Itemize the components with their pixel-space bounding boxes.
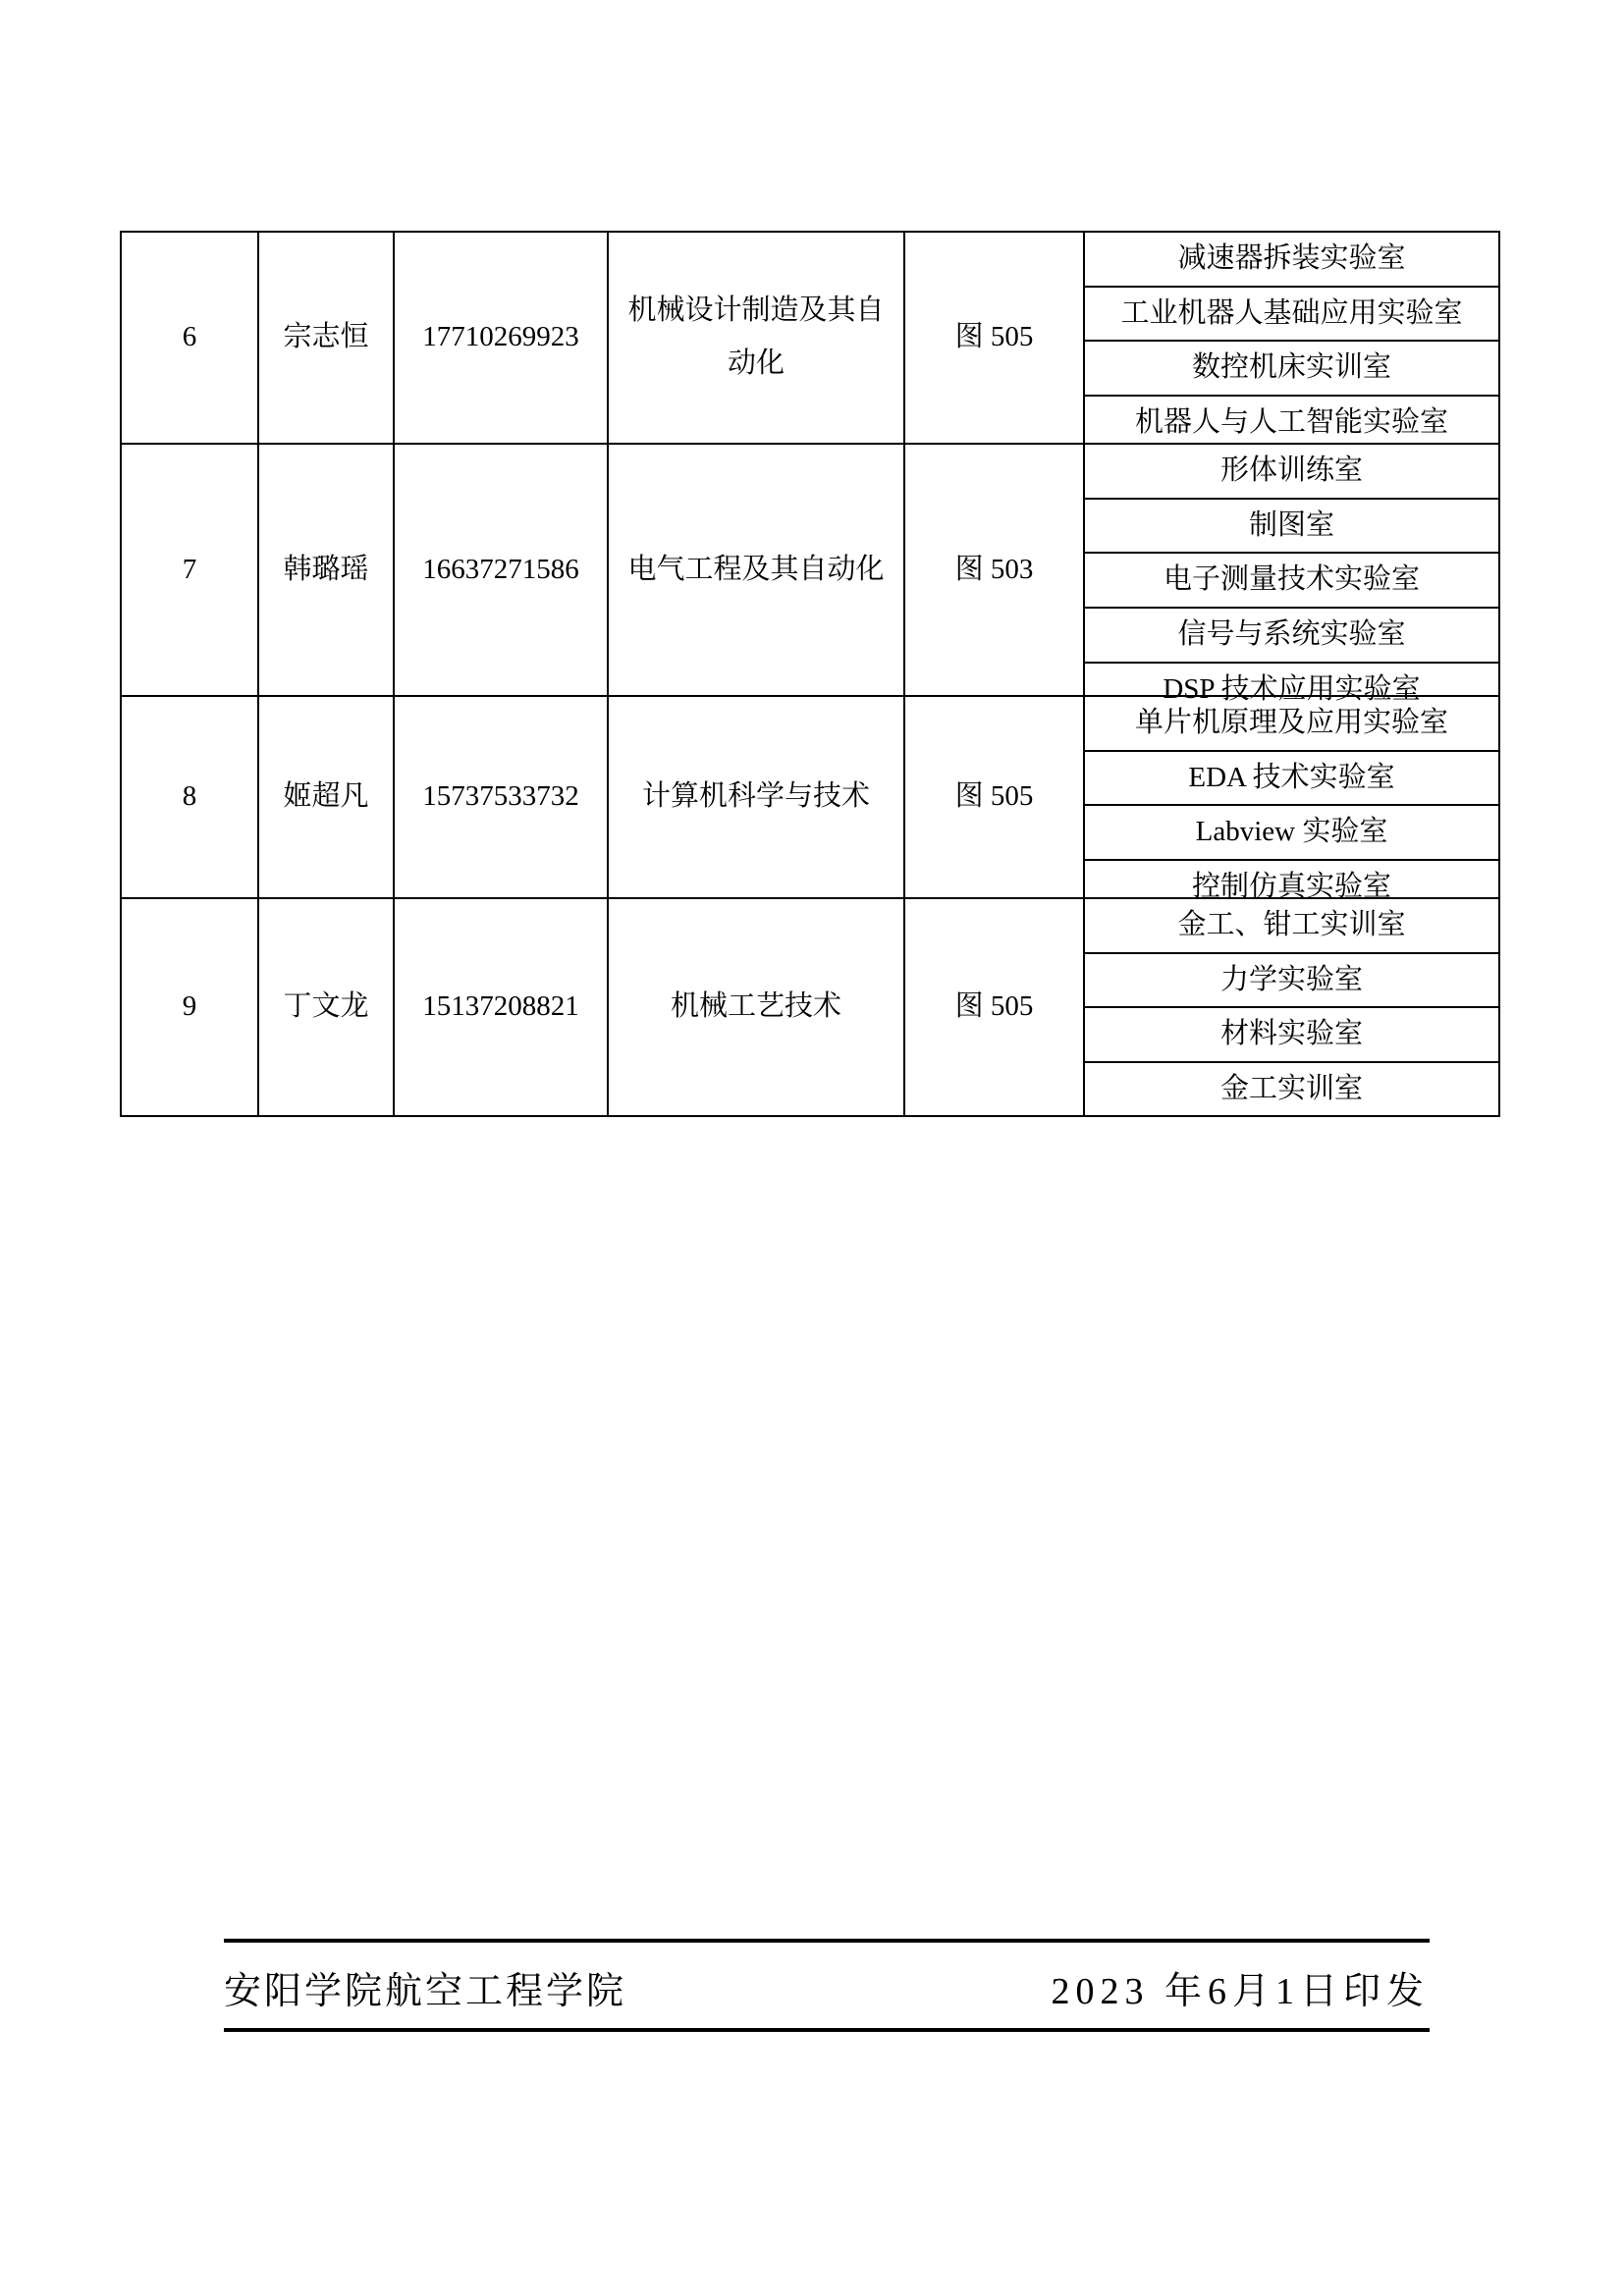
room-cell: 图 505 bbox=[905, 233, 1085, 443]
lab-room-cell: 电子测量技术实验室 bbox=[1085, 554, 1498, 609]
major-cell: 机械设计制造及其自动化 bbox=[609, 233, 905, 443]
contact-table bbox=[120, 231, 1500, 1117]
phone-cell: 15737533732 bbox=[395, 697, 609, 897]
lab-room-cell: 数控机床实训室 bbox=[1085, 342, 1498, 397]
row-number-cell: 9 bbox=[122, 899, 259, 1116]
lab-room-cell: EDA 技术实验室 bbox=[1085, 752, 1498, 807]
lab-room-cell: 形体训练室 bbox=[1085, 445, 1498, 500]
lab-room-cell: 工业机器人基础应用实验室 bbox=[1085, 288, 1498, 343]
major-cell: 电气工程及其自动化 bbox=[609, 445, 905, 695]
lab-list-cell bbox=[1085, 697, 1498, 902]
footer-top-rule bbox=[224, 1939, 1430, 1943]
row-number-cell: 8 bbox=[122, 697, 259, 897]
lab-room-cell: 控制仿真实验室 bbox=[1191, 870, 1391, 902]
room-cell: 图 505 bbox=[905, 697, 1085, 897]
phone-cell: 17710269923 bbox=[395, 233, 609, 443]
lab-room-cell: 力学实验室 bbox=[1085, 954, 1498, 1009]
lab-room-cell: 金工实训室 bbox=[1219, 1072, 1363, 1104]
lab-room-cell: 材料实验室 bbox=[1085, 1008, 1498, 1063]
name-cell: 姬超凡 bbox=[259, 697, 395, 897]
table-row bbox=[122, 445, 1498, 705]
footer-date: 2023 年6月1日印发 bbox=[1051, 1971, 1430, 2012]
lab-room-cell: DSP 技术应用实验室 bbox=[1163, 672, 1421, 705]
lab-list-cell bbox=[1085, 445, 1498, 705]
table-row bbox=[122, 233, 1498, 445]
table-row bbox=[122, 697, 1498, 902]
lab-room-cell: 金工、钳工实训室 bbox=[1085, 899, 1498, 954]
lab-room-cell: Labview 实验室 bbox=[1085, 806, 1498, 861]
phone-cell: 15137208821 bbox=[395, 899, 609, 1116]
lab-list-cell bbox=[1085, 899, 1498, 1116]
room-cell: 图 505 bbox=[905, 899, 1085, 1116]
major-cell: 计算机科学与技术 bbox=[609, 697, 905, 897]
lab-room-cell: 单片机原理及应用实验室 bbox=[1085, 697, 1498, 752]
name-cell: 韩璐瑶 bbox=[259, 445, 395, 695]
row-number-cell: 6 bbox=[122, 233, 259, 443]
room-cell: 图 503 bbox=[905, 445, 1085, 695]
lab-room-cell: 机器人与人工智能实验室 bbox=[1134, 405, 1448, 438]
footer-bottom-rule bbox=[224, 2028, 1430, 2032]
phone-cell: 16637271586 bbox=[395, 445, 609, 695]
lab-room-cell: 制图室 bbox=[1085, 500, 1498, 555]
lab-room-cell: 减速器拆装实验室 bbox=[1085, 233, 1498, 288]
name-cell: 丁文龙 bbox=[259, 899, 395, 1116]
footer-issuer: 安阳学院航空工程学院 bbox=[224, 1971, 627, 2012]
lab-room-cell: 信号与系统实验室 bbox=[1085, 609, 1498, 664]
row-number-cell: 7 bbox=[122, 445, 259, 695]
table-row bbox=[122, 899, 1498, 1116]
lab-list-cell bbox=[1085, 233, 1498, 443]
footer-row bbox=[224, 1960, 1430, 2014]
major-cell: 机械工艺技术 bbox=[609, 899, 905, 1116]
name-cell: 宗志恒 bbox=[259, 233, 395, 443]
